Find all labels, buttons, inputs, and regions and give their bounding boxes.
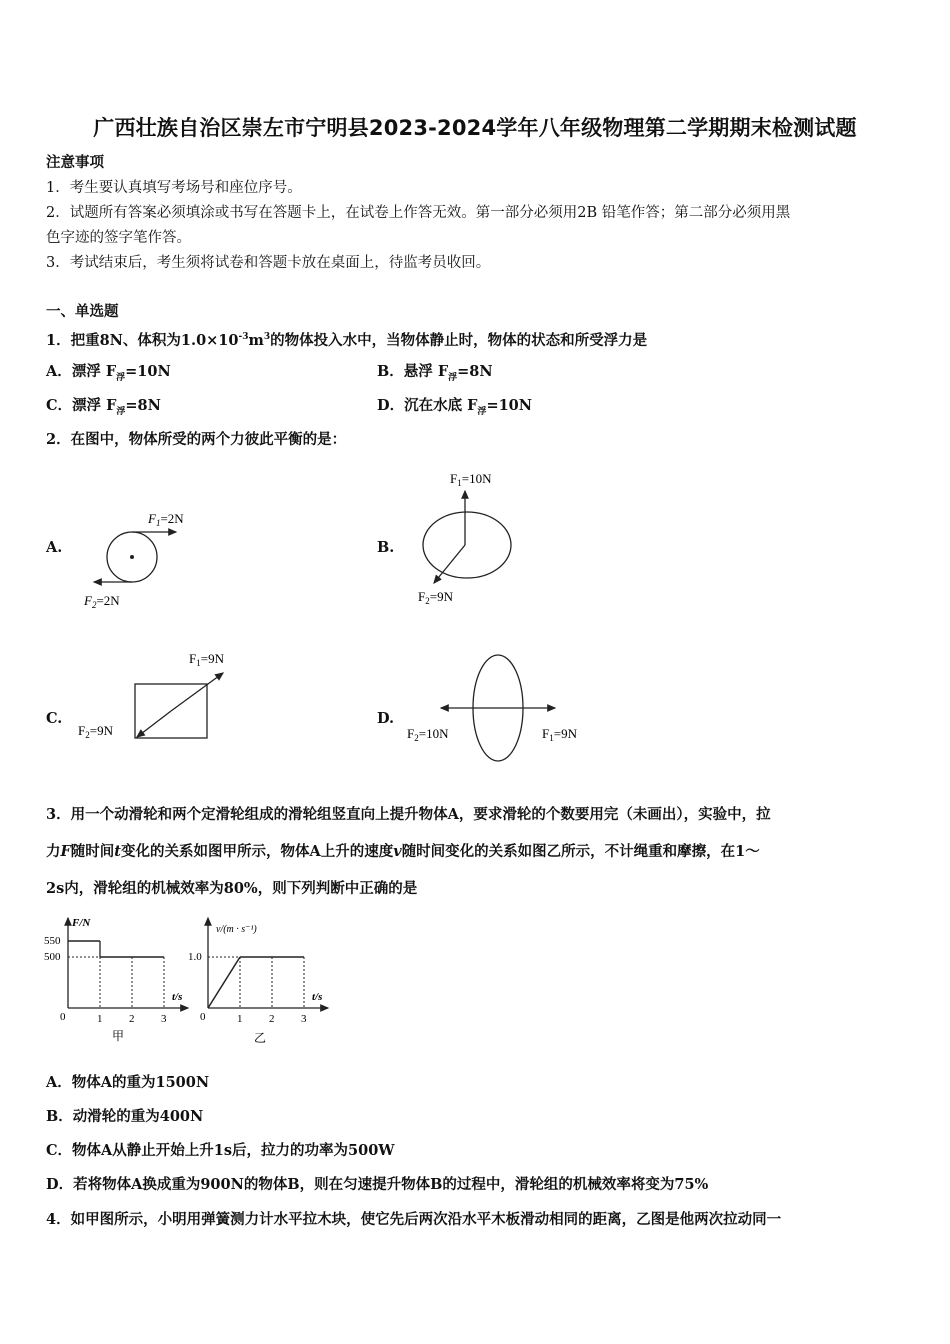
notice-item: 1．考生要认真填写考场号和座位序号。 (46, 180, 302, 196)
label-f2: $F_2=9N$ (418, 589, 453, 606)
notice-item: 2．试题所有答案必须填涂或书写在答题卡上，在试卷上作答无效。第一部分必须用2B 铅笔作答；第二部分必须用黑 (46, 205, 791, 221)
x-tick-2: 2 (129, 1013, 135, 1025)
label-f1: $F_1=10N$ (450, 471, 492, 488)
force-arrow-f2 (137, 711, 171, 737)
wheel-center (130, 555, 134, 559)
x-label: t/s (312, 991, 323, 1003)
label-f1: $F_1=2N$ (148, 511, 184, 528)
q3-option-d[interactable]: D．若将物体A换成重为900N的物体B，则在匀速提升物体B的过程中，滑轮组的机械效率将变为75% (46, 1176, 709, 1193)
x-tick-1: 1 (97, 1013, 103, 1025)
page-title: 广西壮族自治区崇左市宁明县2023-2024学年八年级物理第二学期期末检测试题 (93, 116, 857, 140)
y-label: v/(m · s⁻¹) (216, 924, 257, 935)
x-tick-1: 1 (237, 1013, 243, 1025)
question-3-line-1: 3．用一个动滑轮和两个定滑轮组成的滑轮组竖直向上提升物体A，要求滑轮的个数要用完（未画出），实验中，拉 (46, 806, 771, 823)
q2-diagram-d (405, 650, 595, 765)
q3-option-c[interactable]: C．物体A从静止开始上升1s后，拉力的功率为500W (46, 1142, 395, 1159)
q3-option-a[interactable]: A．物体A的重为1500N (46, 1074, 210, 1091)
graph-caption: 乙 (254, 1031, 267, 1045)
label-f2: $F_2=2N$ (84, 593, 120, 610)
q2-diagram-a (70, 505, 200, 615)
y-tick-550: 550 (44, 935, 61, 947)
q1-option-c[interactable]: C．漂浮 $F_浮=8N$ (46, 397, 161, 417)
x-tick-2: 2 (269, 1013, 275, 1025)
label-f2: $F_2=10N$ (407, 726, 449, 743)
x-tick-3: 3 (301, 1013, 307, 1025)
force-arrow-f1 (171, 673, 223, 711)
q2-diagram-b (410, 465, 530, 610)
x-tick-0: 0 (60, 1011, 66, 1023)
label-f1: $F_1=9N$ (189, 651, 224, 668)
notice-item: 3．考试结束后，考生须将试卷和答题卡放在桌面上，待监考员收回。 (46, 255, 491, 271)
graph-caption: 甲 (112, 1029, 125, 1043)
graph-jia (40, 912, 200, 1047)
q1-option-a[interactable]: A．漂浮 $F_浮=10N$ (46, 363, 171, 383)
question-3-line-2: 力F随时间t变化的关系如图甲所示，物体A上升的速度v随时间变化的关系如图乙所示，不计绳重和摩擦，在1～ (46, 843, 760, 860)
q3-option-b[interactable]: B．动滑轮的重为400N (46, 1108, 204, 1125)
notice-item: 色字迹的签字笔作答。 (46, 230, 191, 246)
q2-option-b-letter[interactable]: B. (377, 539, 395, 556)
question-2-stem: 2．在图中，物体所受的两个力彼此平衡的是： (46, 431, 347, 448)
graph-yi (180, 912, 340, 1047)
question-1-stem: 1．把重8N、体积为$1.0\times 10^{-3}m^3$的物体投入水中，当物体静止时，物体的状态和所受浮力是 (46, 331, 648, 349)
x-tick-0: 0 (200, 1011, 206, 1023)
y-tick-1: 1.0 (188, 951, 202, 963)
q2-diagram-c (75, 647, 245, 747)
ramp-line (208, 957, 240, 1008)
question-3-line-3: 2s内，滑轮组的机械效率为80%，则下列判断中正确的是 (46, 880, 418, 897)
question-4-stem: 4．如甲图所示，小明用弹簧测力计水平拉木块，使它先后两次沿水平木板滑动相同的距离，乙图是他两次拉动同一 (46, 1211, 782, 1228)
x-tick-3: 3 (161, 1013, 167, 1025)
label-f2: $F_2=9N$ (78, 723, 113, 740)
label-f1: $F_1=9N$ (542, 726, 577, 743)
notice-heading: 注意事项 (46, 154, 104, 171)
section-heading: 一、单选题 (46, 303, 119, 320)
q1-option-b[interactable]: B．悬浮 $F_浮=8N$ (377, 363, 493, 383)
y-tick-500: 500 (44, 951, 61, 963)
x-label: t/s (172, 991, 183, 1003)
y-label: F/N (72, 917, 91, 929)
object-ellipse (423, 512, 511, 578)
q2-option-a-letter[interactable]: A. (46, 539, 63, 556)
q2-option-d-letter[interactable]: D. (377, 710, 395, 727)
q1-option-d[interactable]: D．沉在水底 $F_浮=10N$ (377, 397, 533, 417)
q2-option-c-letter[interactable]: C. (46, 710, 63, 727)
